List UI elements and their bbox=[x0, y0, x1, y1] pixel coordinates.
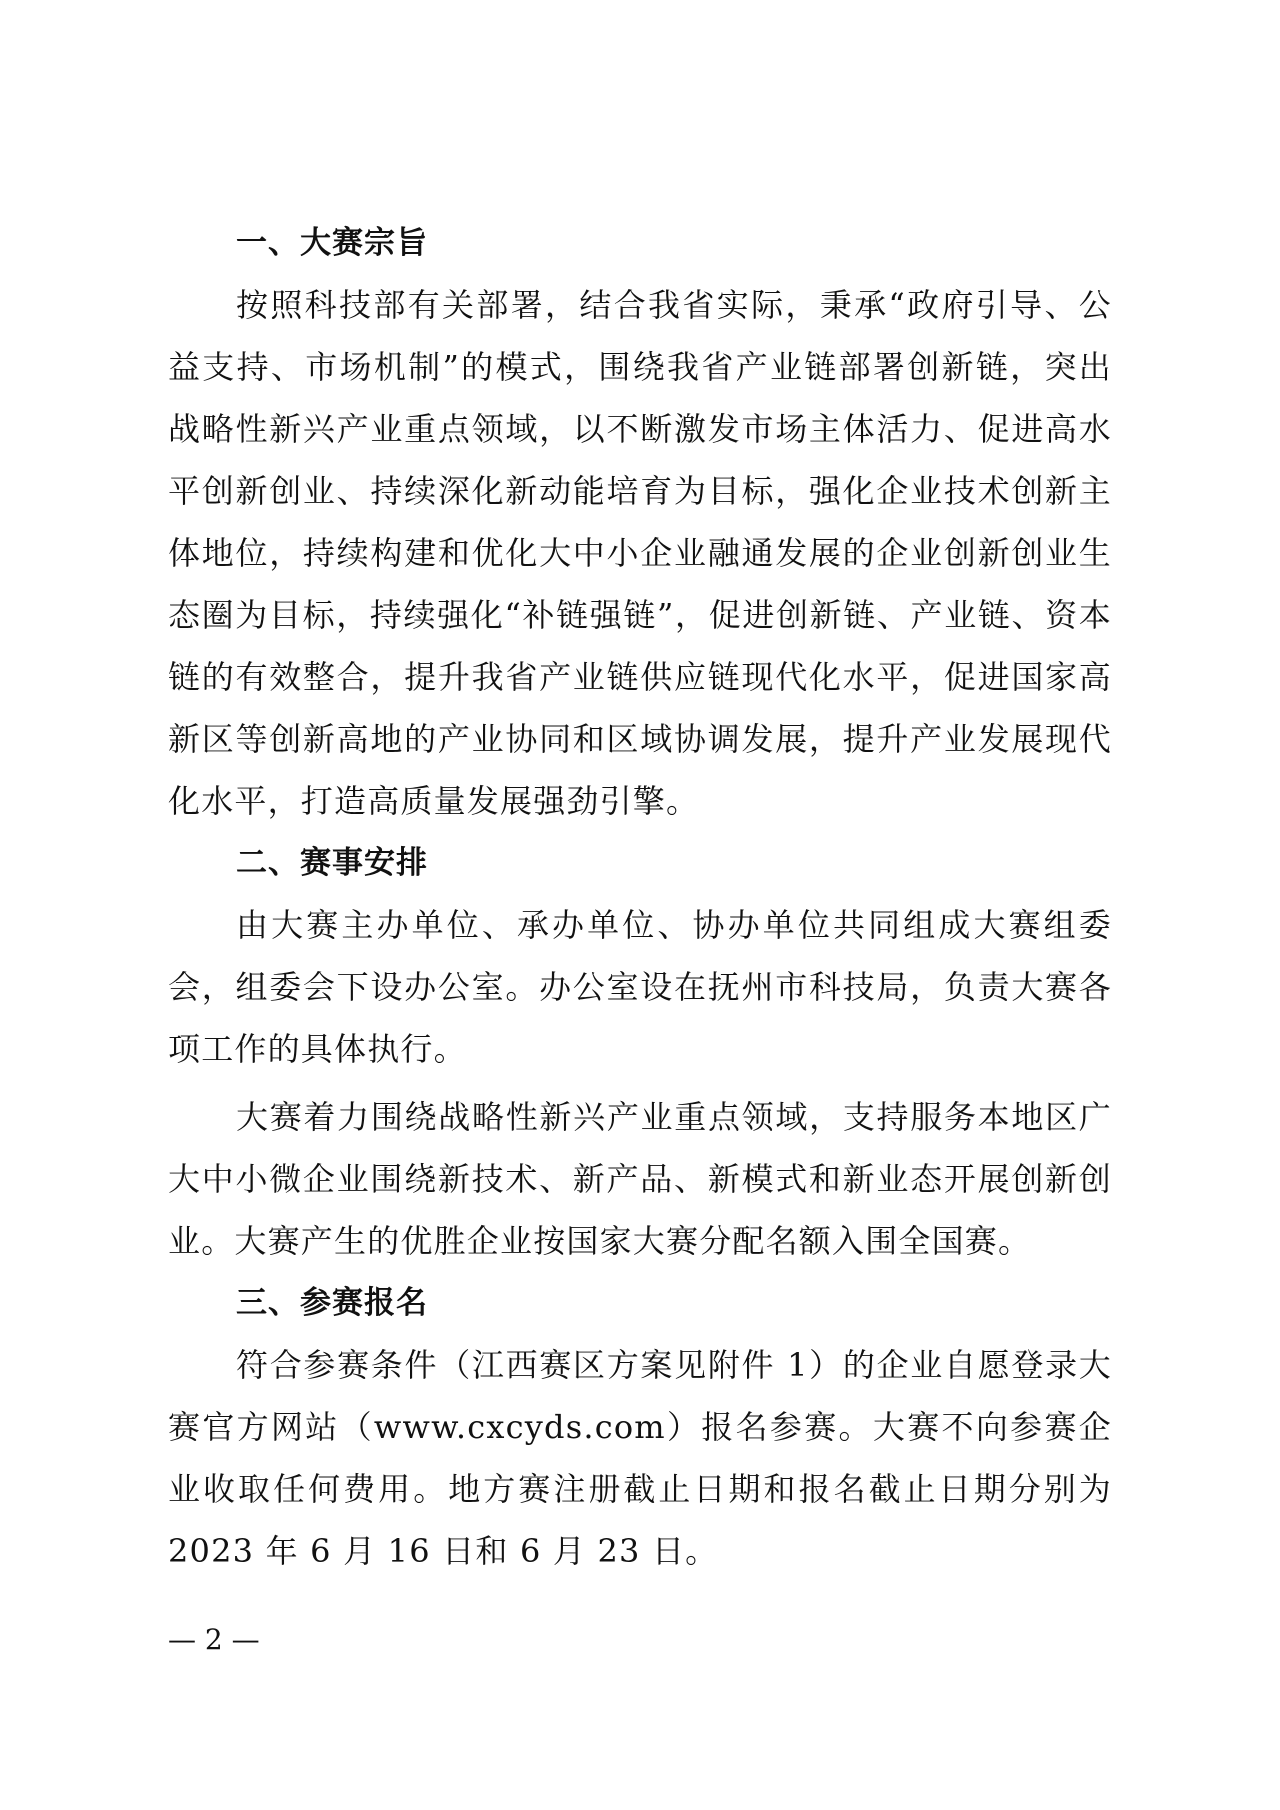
paragraph-registration: 符合参赛条件（江西赛区方案见附件 1）的企业自愿登录大赛官方网站（www.cxcyds.com）报名参赛。大赛不向参赛企业收取任何费用。地方赛注册截止日期和报名截止日期分别为 2023 年 6 月 16 日和 6 月 23 日。 bbox=[168, 1346, 1112, 1570]
section-heading-arrangement: 二、赛事安排 bbox=[236, 845, 428, 881]
document-body bbox=[168, 212, 1112, 1582]
page-number: — 2 — bbox=[168, 1623, 260, 1656]
paragraph-purpose: 按照科技部有关部署，结合我省实际，秉承“政府引导、公益支持、市场机制”的模式，围绕我省产业链部署创新链，突出战略性新兴产业重点领域，以不断激发市场主体活力、促进高水平创新创业、持续深化新动能培育为目标，强化企业技术创新主体地位，持续构建和优化大中小企业融通发展的企业创新创业生态圈为目标，持续强化“补链强链”，促进创新链、产业链、资本链的有效整合，提升我省产业链供应链现代化水平，促进国家高新区等创新高地的产业协同和区域协调发展，提升产业发展现代化水平，打造高质量发展强劲引擎。 bbox=[168, 286, 1112, 820]
paragraph-arrangement-2: 大赛着力围绕战略性新兴产业重点领域，支持服务本地区广大中小微企业围绕新技术、新产品、新模式和新业态开展创新创业。大赛产生的优胜企业按国家大赛分配名额入围全国赛。 bbox=[168, 1098, 1112, 1260]
paragraph-arrangement-1: 由大赛主办单位、承办单位、协办单位共同组成大赛组委会，组委会下设办公室。办公室设在抚州市科技局，负责大赛各项工作的具体执行。 bbox=[168, 906, 1112, 1068]
section-heading-registration: 三、参赛报名 bbox=[236, 1285, 428, 1321]
section-heading-purpose: 一、大赛宗旨 bbox=[236, 225, 428, 261]
